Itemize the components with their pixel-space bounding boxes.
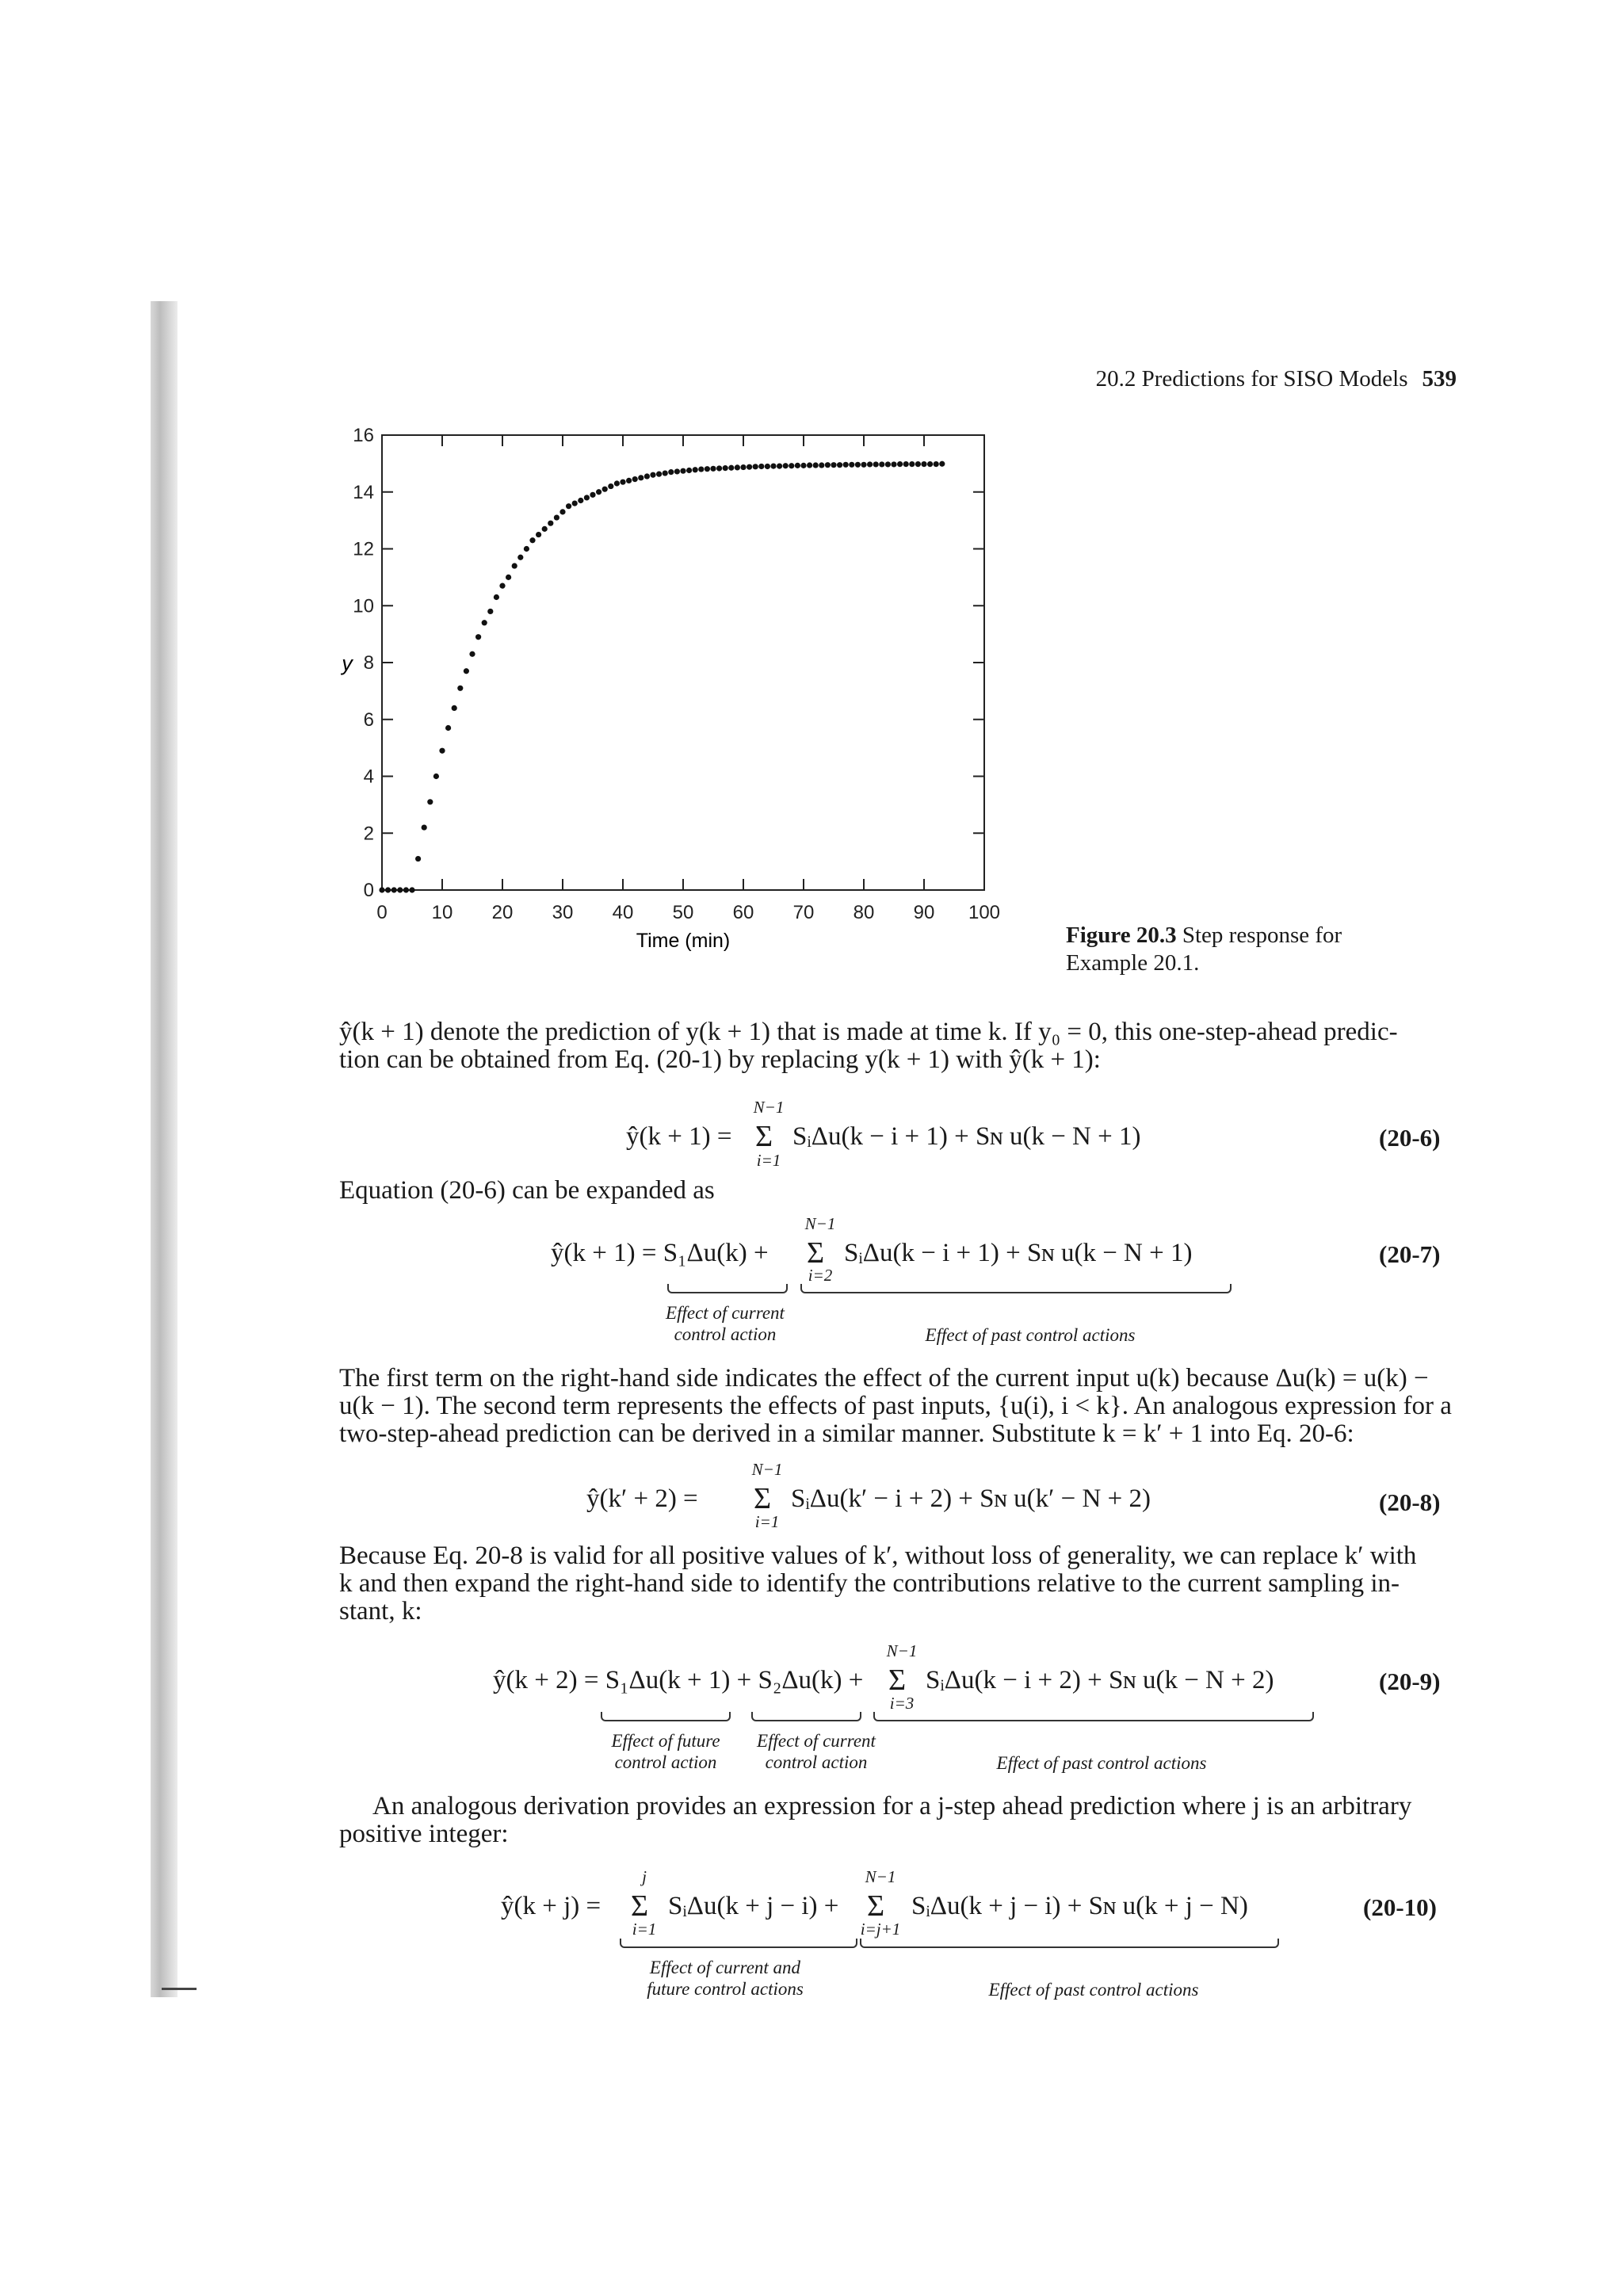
- text-line: Because Eq. 20-8 is valid for all positive values of k′, without loss of generality, we can replace k′ with: [339, 1541, 1417, 1570]
- data-point: [849, 462, 854, 468]
- paragraph-2: Equation (20-6) can be expanded as: [339, 1176, 715, 1205]
- data-point: [927, 461, 933, 467]
- data-point: [686, 468, 692, 473]
- y-tick-label: 14: [353, 481, 374, 503]
- data-point: [716, 465, 722, 471]
- data-point: [512, 563, 517, 568]
- equation-number-20-6: (20-6): [1379, 1124, 1441, 1152]
- text-line: u(k − 1). The second term represents the effects of past inputs, {u(i), i < k}. An analogous expression for a: [339, 1392, 1452, 1420]
- data-point: [885, 461, 891, 467]
- data-point: [379, 887, 384, 892]
- page-binding-shadow: [151, 301, 178, 1997]
- data-point: [825, 462, 831, 468]
- data-point: [482, 620, 487, 625]
- underbrace: [873, 1712, 1314, 1721]
- text-line: positive integer:: [339, 1820, 509, 1848]
- data-point: [494, 594, 499, 600]
- underbrace: [800, 1284, 1232, 1293]
- y-tick-label: 0: [363, 880, 374, 901]
- data-point: [536, 532, 541, 537]
- data-point: [584, 495, 590, 500]
- underbrace: [751, 1712, 861, 1721]
- x-tick-label: 30: [552, 902, 574, 923]
- x-tick-label: 80: [853, 902, 875, 923]
- data-point: [674, 468, 680, 474]
- sum-upper-limit: j: [642, 1867, 647, 1886]
- data-point: [861, 462, 866, 468]
- data-point: [879, 461, 884, 467]
- data-point: [524, 546, 529, 552]
- sum-symbol: Σ: [888, 1664, 907, 1697]
- brace-label-past-actions: Effect of past control actions: [996, 1753, 1207, 1773]
- paragraph-1: [339, 1018, 1465, 1074]
- data-point: [710, 466, 716, 472]
- y-tick-label: 6: [363, 709, 374, 731]
- sum-upper-limit: N−1: [753, 1098, 785, 1117]
- text-line: An analogous derivation provides an expression for a j-step ahead prediction where j is an arbitrary: [372, 1792, 1412, 1820]
- equation-number-20-10: (20-10): [1363, 1893, 1437, 1921]
- data-point: [897, 461, 903, 467]
- data-point: [777, 464, 782, 469]
- data-point: [873, 461, 879, 467]
- data-point: [644, 473, 650, 479]
- text-line: two-step-ahead prediction can be derived in a similar manner. Substitute k = k′ + 1 into Eq. 20-6:: [339, 1419, 1354, 1448]
- step-response-chart: [341, 412, 1038, 983]
- brace-label-current-action: Effect of current control action: [666, 1303, 785, 1344]
- brace-label-future-action: Effect of future control action: [611, 1731, 720, 1772]
- paragraph-4: [339, 1542, 1465, 1626]
- paragraph-3: [339, 1365, 1465, 1448]
- data-point: [903, 461, 909, 467]
- equation-20-7-rhs: SᵢΔu(k − i + 1) + Sɴ u(k − N + 1): [844, 1239, 1193, 1267]
- data-point: [740, 464, 746, 470]
- equation-20-8-rhs: SᵢΔu(k′ − i + 2) + Sɴ u(k′ − N + 2): [791, 1484, 1151, 1513]
- data-point: [770, 464, 776, 469]
- data-point: [469, 651, 475, 657]
- data-point: [452, 705, 457, 711]
- text-line: stant, k:: [339, 1597, 422, 1626]
- brace-label-current-future-actions: Effect of current and future control actions: [647, 1958, 804, 1999]
- sum-upper-limit: N−1: [804, 1214, 836, 1233]
- data-point: [795, 463, 800, 468]
- data-point: [499, 583, 505, 589]
- data-point: [680, 468, 685, 474]
- data-point: [723, 465, 728, 471]
- data-point: [819, 462, 824, 468]
- y-tick-label: 4: [363, 766, 374, 788]
- underbrace: [620, 1939, 857, 1948]
- data-point: [663, 470, 668, 476]
- text-line: k and then expand the right-hand side to identify the contributions relative to the current sampling in-: [339, 1569, 1400, 1598]
- data-point: [632, 476, 638, 482]
- x-tick-label: 100: [968, 902, 1001, 923]
- data-point: [668, 469, 674, 475]
- section-title: 20.2 Predictions for SISO Models: [1095, 366, 1408, 392]
- equation-number-20-7: (20-7): [1379, 1240, 1441, 1268]
- data-point: [638, 475, 643, 480]
- data-point: [542, 526, 548, 532]
- data-point: [915, 461, 921, 467]
- figure-label: Figure 20.3: [1066, 923, 1177, 948]
- y-tick-label: 8: [363, 652, 374, 674]
- sum-symbol: Σ: [754, 1482, 772, 1515]
- y-tick-label: 12: [353, 538, 374, 560]
- data-point: [427, 799, 433, 804]
- data-point: [464, 668, 469, 674]
- data-point: [855, 462, 861, 468]
- data-point: [554, 514, 559, 520]
- equation-20-10-middle: SᵢΔu(k + j − i) +: [668, 1892, 839, 1920]
- data-point: [934, 461, 939, 467]
- sum-symbol: Σ: [631, 1889, 649, 1923]
- data-point: [693, 467, 698, 472]
- data-point: [415, 856, 421, 861]
- chart-axes: [382, 435, 984, 890]
- data-point: [475, 634, 481, 640]
- brace-label-current-action: Effect of current control action: [757, 1731, 876, 1772]
- equation-20-10-rhs: SᵢΔu(k + j − i) + Sɴ u(k + j − N): [911, 1892, 1248, 1920]
- running-head: [1013, 366, 1457, 392]
- data-point: [614, 480, 620, 486]
- x-tick-label: 20: [491, 902, 514, 923]
- text-line: ŷ(k + 1) denote the prediction of y(k + 1) that is made at time k. If y₀ = 0, this one-step-ahead predic-: [339, 1018, 1398, 1046]
- data-point: [650, 472, 655, 478]
- sum-lower-limit: i=2: [808, 1266, 833, 1285]
- equation-20-6-rhs: SᵢΔu(k − i + 1) + Sɴ u(k − N + 1): [792, 1122, 1141, 1151]
- data-point: [783, 463, 789, 468]
- data-point: [548, 521, 553, 526]
- data-point: [608, 483, 613, 489]
- page-binding-mark: [162, 1988, 197, 1990]
- data-point: [439, 748, 445, 754]
- figure-caption-text: Step response for Example 20.1.: [1066, 923, 1342, 976]
- text-line: tion can be obtained from Eq. (20-1) by replacing y(k + 1) with ŷ(k + 1):: [339, 1045, 1101, 1074]
- data-point: [403, 887, 409, 892]
- y-tick-label: 10: [353, 595, 374, 617]
- data-point: [590, 492, 595, 498]
- x-tick-label: 0: [376, 902, 388, 923]
- data-point: [698, 466, 704, 472]
- sum-lower-limit: i=1: [754, 1512, 780, 1531]
- data-point: [843, 462, 849, 468]
- x-tick-label: 60: [732, 902, 754, 923]
- equation-20-6-lhs: ŷ(k + 1) =: [626, 1122, 732, 1151]
- chart-ticks: [353, 425, 1000, 923]
- x-axis-label: Time (min): [636, 930, 731, 952]
- data-point: [457, 686, 463, 691]
- equation-number-20-9: (20-9): [1379, 1668, 1441, 1695]
- paragraph-5: [339, 1793, 1465, 1848]
- sum-upper-limit: N−1: [865, 1867, 896, 1886]
- sum-symbol: Σ: [867, 1889, 885, 1923]
- equation-20-8-lhs: ŷ(k′ + 2) =: [586, 1484, 698, 1513]
- data-point: [789, 463, 794, 468]
- sum-upper-limit: N−1: [751, 1460, 783, 1479]
- data-point: [409, 887, 414, 892]
- data-point: [566, 503, 571, 509]
- data-point: [747, 464, 752, 470]
- data-point: [921, 461, 926, 467]
- data-point: [506, 575, 511, 580]
- x-tick-label: 70: [792, 902, 815, 923]
- equation-20-7-lhs: ŷ(k + 1) = S₁Δu(k) +: [551, 1239, 769, 1267]
- data-point: [656, 472, 662, 477]
- data-point: [813, 462, 819, 468]
- data-point: [529, 537, 535, 543]
- equation-20-9-rhs: SᵢΔu(k − i + 2) + Sɴ u(k − N + 2): [926, 1666, 1274, 1694]
- sum-lower-limit: i=1: [756, 1151, 781, 1170]
- data-point: [517, 555, 523, 560]
- x-tick-label: 50: [672, 902, 694, 923]
- x-tick-label: 10: [431, 902, 453, 923]
- data-point: [939, 461, 945, 467]
- data-point: [385, 887, 391, 892]
- x-tick-label: 40: [612, 902, 634, 923]
- y-tick-label: 2: [363, 823, 374, 845]
- underbrace: [601, 1712, 731, 1721]
- data-point: [578, 498, 583, 503]
- x-tick-label: 90: [913, 902, 935, 923]
- data-point: [909, 461, 915, 467]
- data-point: [422, 824, 427, 830]
- sum-lower-limit: i=j+1: [860, 1920, 901, 1939]
- figure-caption: [1066, 922, 1399, 977]
- sum-lower-limit: i=1: [632, 1920, 657, 1939]
- data-point: [837, 462, 842, 468]
- data-point: [765, 464, 770, 469]
- data-point: [487, 609, 493, 614]
- data-point: [559, 509, 565, 514]
- sum-symbol: Σ: [807, 1236, 825, 1270]
- brace-label-past-actions: Effect of past control actions: [988, 1980, 1199, 2000]
- page-number: 539: [1422, 366, 1457, 392]
- data-point: [753, 464, 758, 469]
- data-point: [397, 887, 403, 892]
- data-point: [705, 466, 710, 472]
- data-point: [800, 463, 806, 468]
- data-point: [626, 478, 632, 483]
- data-point: [596, 489, 601, 495]
- data-point: [572, 501, 578, 506]
- y-axis-label: y: [342, 651, 353, 675]
- data-point: [831, 462, 836, 468]
- y-tick-label: 16: [353, 425, 374, 446]
- sum-lower-limit: i=3: [889, 1694, 915, 1713]
- data-point: [891, 461, 896, 467]
- sum-upper-limit: N−1: [886, 1641, 918, 1660]
- chart-marks: [379, 461, 945, 893]
- equation-20-10-lhs: ŷ(k + j) =: [501, 1892, 601, 1920]
- data-point: [735, 464, 740, 470]
- data-point: [391, 887, 397, 892]
- data-point: [867, 461, 873, 467]
- data-point: [758, 464, 764, 469]
- text-line: The first term on the right-hand side indicates the effect of the current input u(k) because Δu(k) = u(k) −: [339, 1364, 1429, 1392]
- data-point: [620, 479, 625, 485]
- underbrace: [860, 1939, 1279, 1948]
- equation-number-20-8: (20-8): [1379, 1488, 1441, 1516]
- data-point: [602, 487, 608, 492]
- sum-symbol: Σ: [755, 1120, 773, 1153]
- underbrace: [667, 1284, 788, 1293]
- data-point: [807, 462, 812, 468]
- data-point: [728, 465, 734, 471]
- plot-frame: [382, 435, 984, 890]
- data-point: [433, 774, 439, 779]
- data-point: [445, 725, 451, 731]
- equation-20-9-lhs: ŷ(k + 2) = S₁Δu(k + 1) + S₂Δu(k) +: [493, 1666, 864, 1694]
- brace-label-past-actions: Effect of past control actions: [925, 1325, 1136, 1345]
